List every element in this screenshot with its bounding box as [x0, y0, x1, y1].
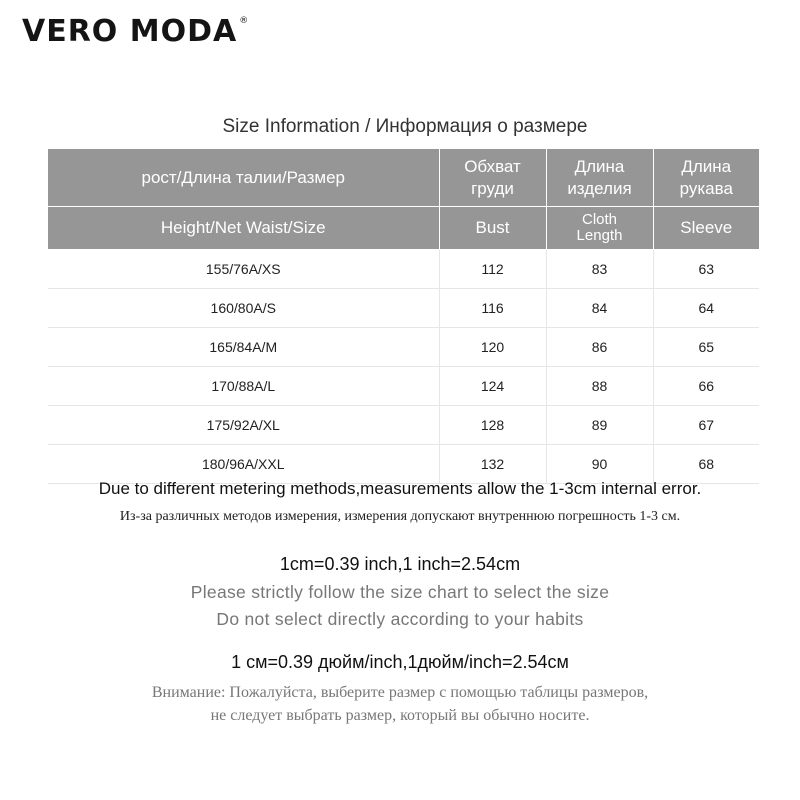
cell-length: 90 — [546, 445, 653, 484]
brand-logo — [22, 14, 249, 49]
header-bust-ru-label: Обхват груди — [464, 157, 521, 198]
cell-sleeve: 63 — [653, 250, 759, 289]
cell-sleeve: 65 — [653, 328, 759, 367]
cell-size: 175/92A/XL — [48, 406, 439, 445]
cell-size: 155/76A/XS — [48, 250, 439, 289]
cell-size: 170/88A/L — [48, 367, 439, 406]
page-title: Size Information / Информация о размере — [222, 116, 588, 137]
brand-name: VERO MODA — [22, 14, 238, 49]
header-bust-en: Bust — [439, 207, 546, 250]
unit-conversion-ru: 1 см=0.39 дюйм/inch,1дюйм/inch=2.54см — [231, 652, 569, 672]
cell-length: 83 — [546, 250, 653, 289]
cell-size: 160/80A/S — [48, 289, 439, 328]
cell-bust: 112 — [439, 250, 546, 289]
cell-bust: 120 — [439, 328, 546, 367]
header-sleeve-en: Sleeve — [653, 207, 759, 250]
table-row — [48, 367, 759, 406]
cell-sleeve: 67 — [653, 406, 759, 445]
attention-note-line-1: Внимание: Пожалуйста, выберите размер с помощью таблицы размеров, — [151, 684, 649, 701]
cell-sleeve: 68 — [653, 445, 759, 484]
cell-length: 84 — [546, 289, 653, 328]
cell-bust: 128 — [439, 406, 546, 445]
table-row — [48, 328, 759, 367]
header-size-en: Height/Net Waist/Size — [48, 207, 439, 250]
table-row — [48, 250, 759, 289]
table-row — [48, 406, 759, 445]
cell-size: 165/84A/M — [48, 328, 439, 367]
header-length-ru-label: Длина изделия — [567, 157, 632, 198]
cell-length: 86 — [546, 328, 653, 367]
attention-note-line-2: не следует выбрать размер, который вы обычно носите. — [210, 707, 590, 724]
cell-sleeve: 66 — [653, 367, 759, 406]
header-sleeve-ru — [653, 149, 759, 207]
unit-conversion-en: 1cm=0.39 inch,1 inch=2.54cm — [279, 554, 521, 574]
size-advice-line-2: Do not select directly according to your habits — [216, 609, 584, 629]
table-row — [48, 289, 759, 328]
cell-length: 88 — [546, 367, 653, 406]
header-row-russian — [48, 149, 759, 207]
cell-sleeve: 64 — [653, 289, 759, 328]
registered-mark: ® — [239, 16, 250, 26]
header-sleeve-ru-label: Длина рукава — [679, 157, 733, 198]
cell-bust: 132 — [439, 445, 546, 484]
cell-size: 180/96A/XXL — [48, 445, 439, 484]
size-table — [48, 149, 759, 484]
table-row — [48, 445, 759, 484]
measurement-error-note-ru: Из-за различных методов измерения, измерения допускают внутреннюю погрешность 1-3 см. — [119, 509, 681, 524]
size-advice-line-1: Please strictly follow the size chart to select the size — [190, 582, 610, 602]
header-row-english — [48, 207, 759, 250]
header-bust-ru — [439, 149, 546, 207]
measurement-error-note-en: Due to different metering methods,measurements allow the 1-3cm internal error. — [98, 479, 702, 498]
header-length-en-label: Cloth Length — [576, 211, 623, 244]
cell-length: 89 — [546, 406, 653, 445]
cell-bust: 116 — [439, 289, 546, 328]
header-size-ru: рост/Длина талии/Размер — [48, 149, 439, 207]
header-length-ru — [546, 149, 653, 207]
cell-bust: 124 — [439, 367, 546, 406]
header-length-en — [546, 207, 653, 250]
